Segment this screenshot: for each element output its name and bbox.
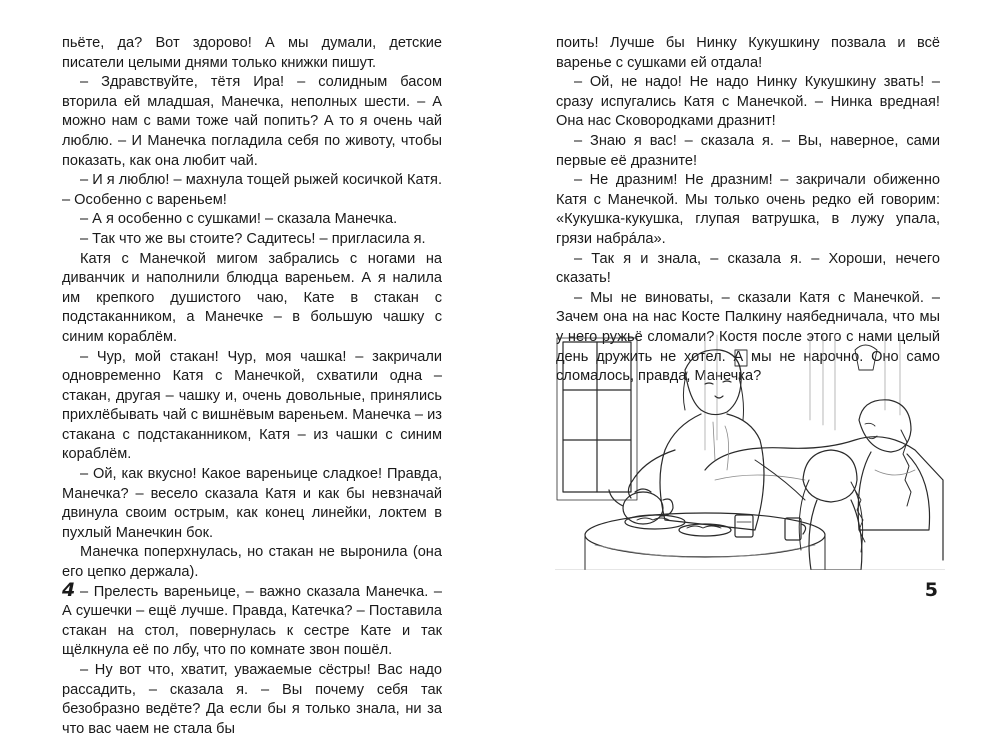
paragraph: Манечка поперхнулась, но стакан не выронила (она его цепко держала). [62, 544, 442, 581]
paragraph: Катя с Манечкой мигом забрались с ногами на диванчик и наполнили блюдца вареньем. А я налила им крепкого душистого чаю, Кате в стакан с подстаканником, а Манечке – в большую чашку с синим кораблём. [62, 250, 442, 345]
paragraph: – Не дразним! Не дразним! – закричали обиженно Катя с Манечкой. Мы только очень редко ей говорим: «Кукушка-кукушка, глупая ватрушка, в лужу упала, грязи набрáла». [556, 172, 940, 247]
paragraph: – Знаю я вас! – сказала я. – Вы, наверное, сами первые её дразните! [556, 132, 940, 169]
paragraph: – Чур, мой стакан! Чур, моя чашка! – закричали одновременно Катя с Манечкой, схватили одна – стакан, другая – чашку и, очень довольные, принялись прихлёбывать чай с вишнёвым вареньем. Манечка – из стакана с подстаканником, Катя – из чашки с синим кораблём. [62, 348, 442, 463]
paragraph: поить! Лучше бы Нинку Кукушкину позвала и всё варенье с сушками ей отдала! [556, 35, 940, 71]
girl-small-figure [799, 450, 865, 570]
right-page [500, 0, 1000, 640]
table [585, 513, 825, 570]
page-number: 5 [924, 579, 938, 601]
page-number: 4 [62, 579, 76, 601]
window [557, 338, 637, 500]
sofa [705, 437, 943, 560]
paragraph: – И я люблю! – махнула тощей рыжей косичкой Катя. – Особенно с вареньем! [62, 172, 442, 208]
paragraph: – Ой, как вкусно! Какое вареньице сладкое! Правда, Манечка? – весело сказала Катя и как бы невзначай двинула своим острым, как конец линейки, локтем в пухлый Манечкин бок. [62, 466, 442, 541]
paragraph: – Здравствуйте, тётя Ира! – солидным басом вторила ей младшая, Манечка, неполных шести. – А можно нам с вами тоже чай попить? А то я очень чай люблю. – И Манечка погладила себя по животу, чтобы показать, как она любит чай. [62, 74, 442, 169]
paragraph: – Так что же вы стоите? Садитесь! – пригласила я. [80, 230, 426, 247]
girl-older-figure [858, 400, 929, 530]
tea-party-illustration [555, 330, 945, 570]
left-page [0, 0, 500, 737]
paragraph: – Ой, не надо! Не надо Нинку Кукушкину звать! – сразу испугались Катя с Манечкой. – Нинка вредная! Она нас Сковородками дразнит! [556, 74, 940, 130]
wall-hatching [705, 335, 900, 450]
wall-decor [735, 345, 877, 370]
paragraph: – Так я и знала, – сказала я. – Хороши, нечего сказать! [556, 250, 940, 287]
left-page-text [62, 34, 442, 739]
dishes [625, 515, 806, 540]
paragraph: – Мы не виноваты, – сказали Катя с Манечкой. – Зачем она на нас Косте Палкину наябедничала, что мы у него ружьё сломали? Костя после этого с нами целый день дружить не хотел. А мы не нарочно. Оно само сломалось, правда, Манечка? [556, 289, 940, 385]
paragraph: – А я особенно с сушками! – сказала Манечка. [80, 211, 398, 228]
paragraph: пьёте, да? Вот здорово! А мы думали, детские писатели целыми днями только книжки пишут. [62, 35, 442, 71]
paragraph: – Ну вот что, хватит, уважаемые сёстры! Вас надо рассадить, – сказала я. – Вы почему себя так безобразно ведёте? Да если бы я только знала, ни за что вас чаем не стала бы [62, 662, 442, 737]
paragraph: – Прелесть вареньице, – важно сказала Манечка. – А сушечки – ещё лучше. Правда, Катечка? – Поставила стакан на стол, повернулась к сестре Кате и так щёлкнула её по лбу, что по комнате звон пошёл. [62, 583, 442, 659]
